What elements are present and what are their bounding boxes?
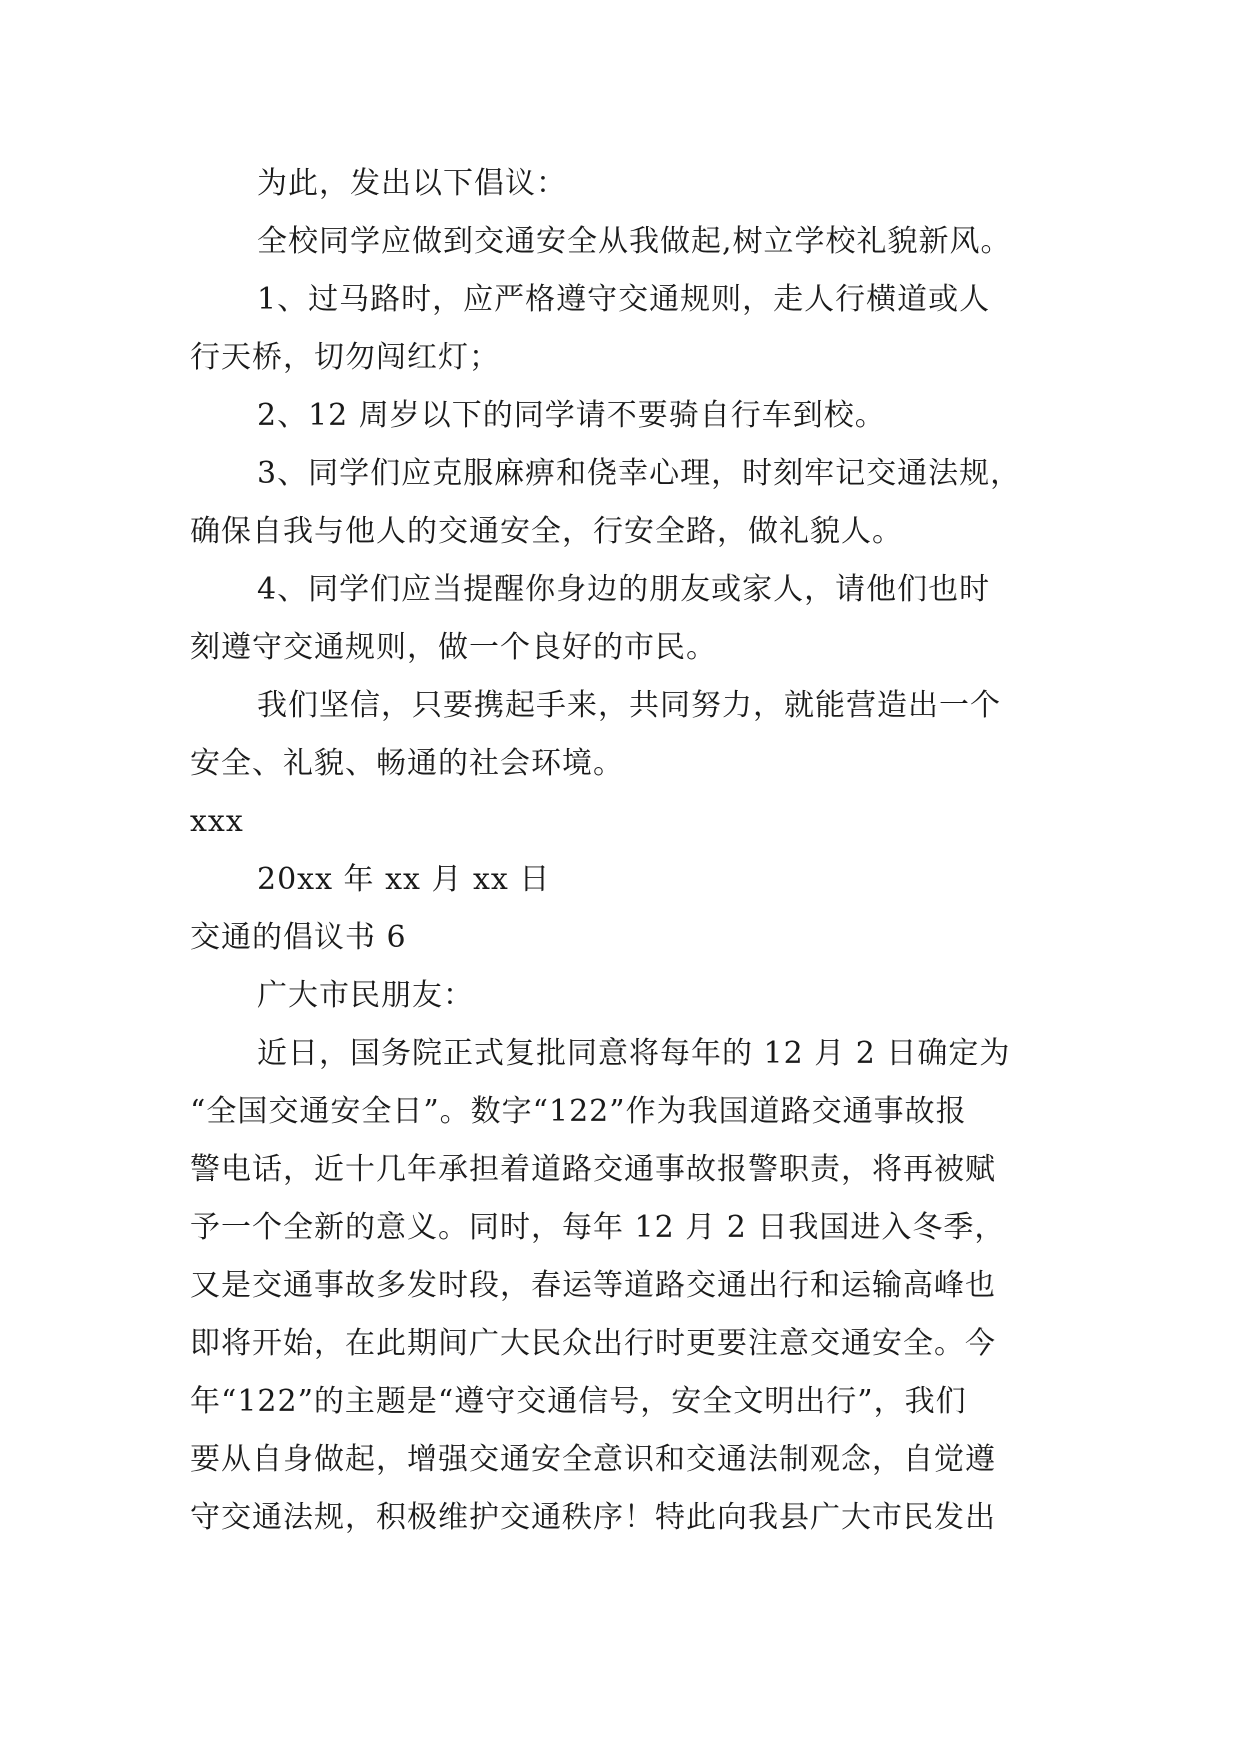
signature-date: 20xx 年 xx 月 xx 日 xyxy=(257,862,551,897)
paragraph-line: 为此，发出以下倡议： xyxy=(257,166,567,201)
paragraph-line: 2、12 周岁以下的同学请不要骑自行车到校。 xyxy=(257,398,886,433)
paragraph-line: 警电话，近十几年承担着道路交通事故报警职责，将再被赋 xyxy=(190,1152,996,1187)
paragraph-line: 守交通法规，积极维护交通秩序！特此向我县广大市民发出 xyxy=(190,1500,996,1535)
paragraph-line: 要从自身做起，增强交通安全意识和交通法制观念，自觉遵 xyxy=(190,1442,996,1477)
section-title: 交通的倡议书 6 xyxy=(190,920,407,955)
paragraph-line: 又是交通事故多发时段，春运等道路交通出行和运输高峰也 xyxy=(190,1268,996,1303)
paragraph-line: 安全、礼貌、畅通的社会环境。 xyxy=(190,746,624,781)
salutation: 广大市民朋友： xyxy=(257,978,474,1013)
paragraph-line: 年“122”的主题是“遵守交通信号，安全文明出行”，我们 xyxy=(190,1384,967,1419)
paragraph-line: 1、过马路时，应严格遵守交通规则，走人行横道或人 xyxy=(257,282,991,317)
paragraph-line: 予一个全新的意义。同时，每年 12 月 2 日我国进入冬季， xyxy=(190,1210,1006,1245)
paragraph-line: 全校同学应做到交通安全从我做起,树立学校礼貌新风。 xyxy=(257,224,1012,259)
paragraph-line: 确保自我与他人的交通安全，行安全路，做礼貌人。 xyxy=(190,514,903,549)
paragraph-line: 3、同学们应克服麻痹和侥幸心理，时刻牢记交通法规， xyxy=(257,456,1022,491)
paragraph-line: 4、同学们应当提醒你身边的朋友或家人，请他们也时 xyxy=(257,572,991,607)
paragraph-line: 刻遵守交通规则，做一个良好的市民。 xyxy=(190,630,717,665)
paragraph-line: 近日，国务院正式复批同意将每年的 12 月 2 日确定为 xyxy=(257,1036,1011,1071)
signature-name: xxx xyxy=(190,804,244,839)
paragraph-line: 即将开始，在此期间广大民众出行时更要注意交通安全。今 xyxy=(190,1326,996,1361)
paragraph-line: 我们坚信，只要携起手来，共同努力，就能营造出一个 xyxy=(257,688,1001,723)
paragraph-line: “全国交通安全日”。数字“122”作为我国道路交通事故报 xyxy=(190,1094,967,1129)
paragraph-line: 行天桥，切勿闯红灯； xyxy=(190,340,500,375)
